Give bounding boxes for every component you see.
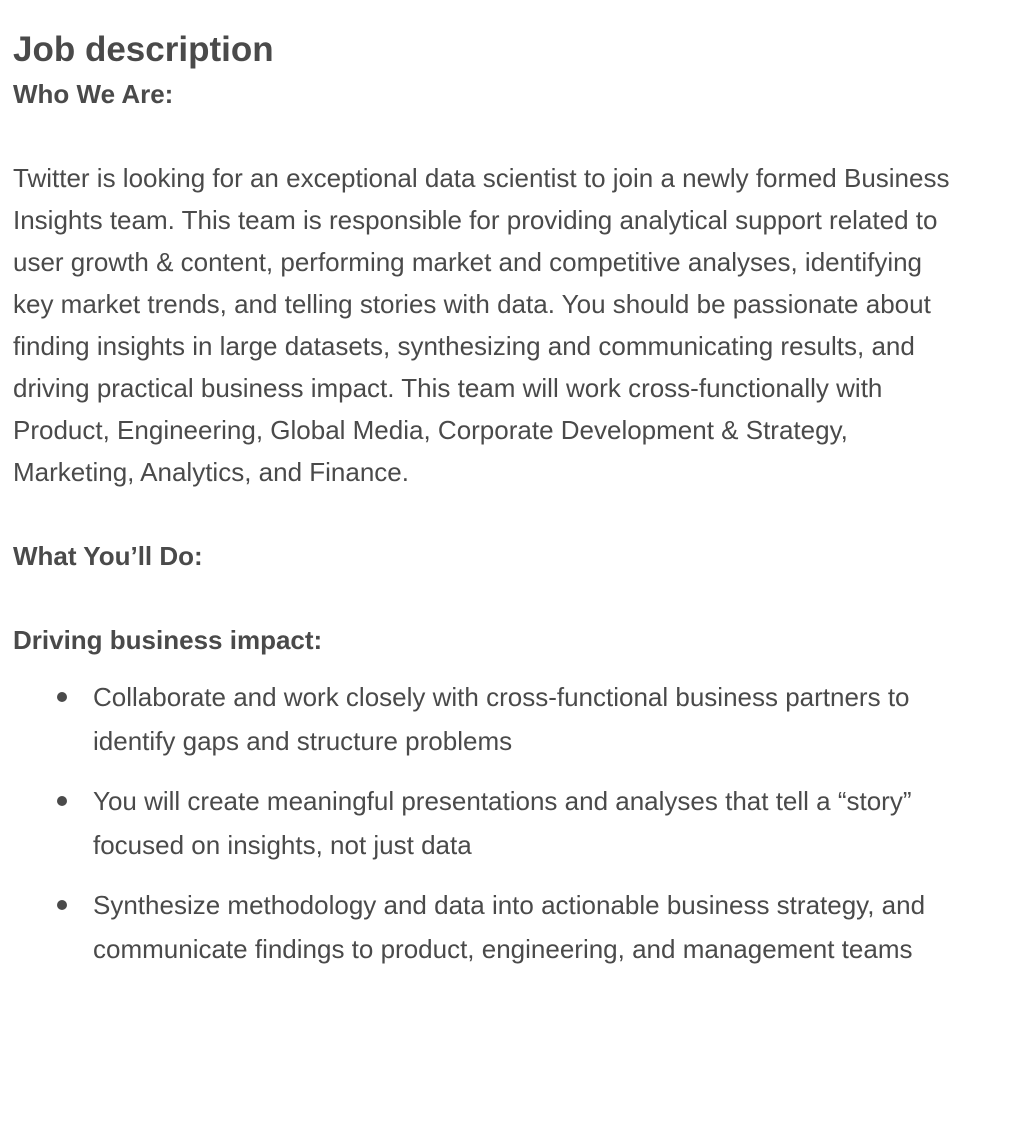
bullet-icon [57,796,67,806]
page-title: Job description [13,30,274,69]
list-item-text: You will create meaningful presentations and analyses that tell a “story” focused on insights, not just data [93,786,912,860]
who-we-are-heading: Who We Are: [13,79,174,109]
who-we-are-paragraph: Twitter is looking for an exceptional data scientist to join a newly formed Business Insights team. This team is responsible for providing analytical support related to user growth & content, performing market and competitive analyses, identifying key market trends, and telling stories with data. You should be passionate about finding insights in large datasets, synthesizing and communicating results, and driving practical business impact. This team will work cross-functionally with Product, Engineering, Global Media, Corporate Development & Strategy, Marketing, Analytics, and Finance. [13,163,950,487]
list-item-text: Collaborate and work closely with cross-functional business partners to identify gaps and structure problems [93,682,910,756]
list-item [13,883,973,971]
driving-business-impact-heading: Driving business impact: [13,625,323,655]
list-item [13,675,973,763]
what-youll-do-heading: What You’ll Do: [13,541,203,571]
list-item-text: Synthesize methodology and data into actionable business strategy, and communicate findings to product, engineering, and management teams [93,890,926,964]
bullet-icon [57,692,67,702]
responsibilities-list [13,675,973,971]
bullet-icon [57,900,67,910]
list-item [13,779,973,867]
